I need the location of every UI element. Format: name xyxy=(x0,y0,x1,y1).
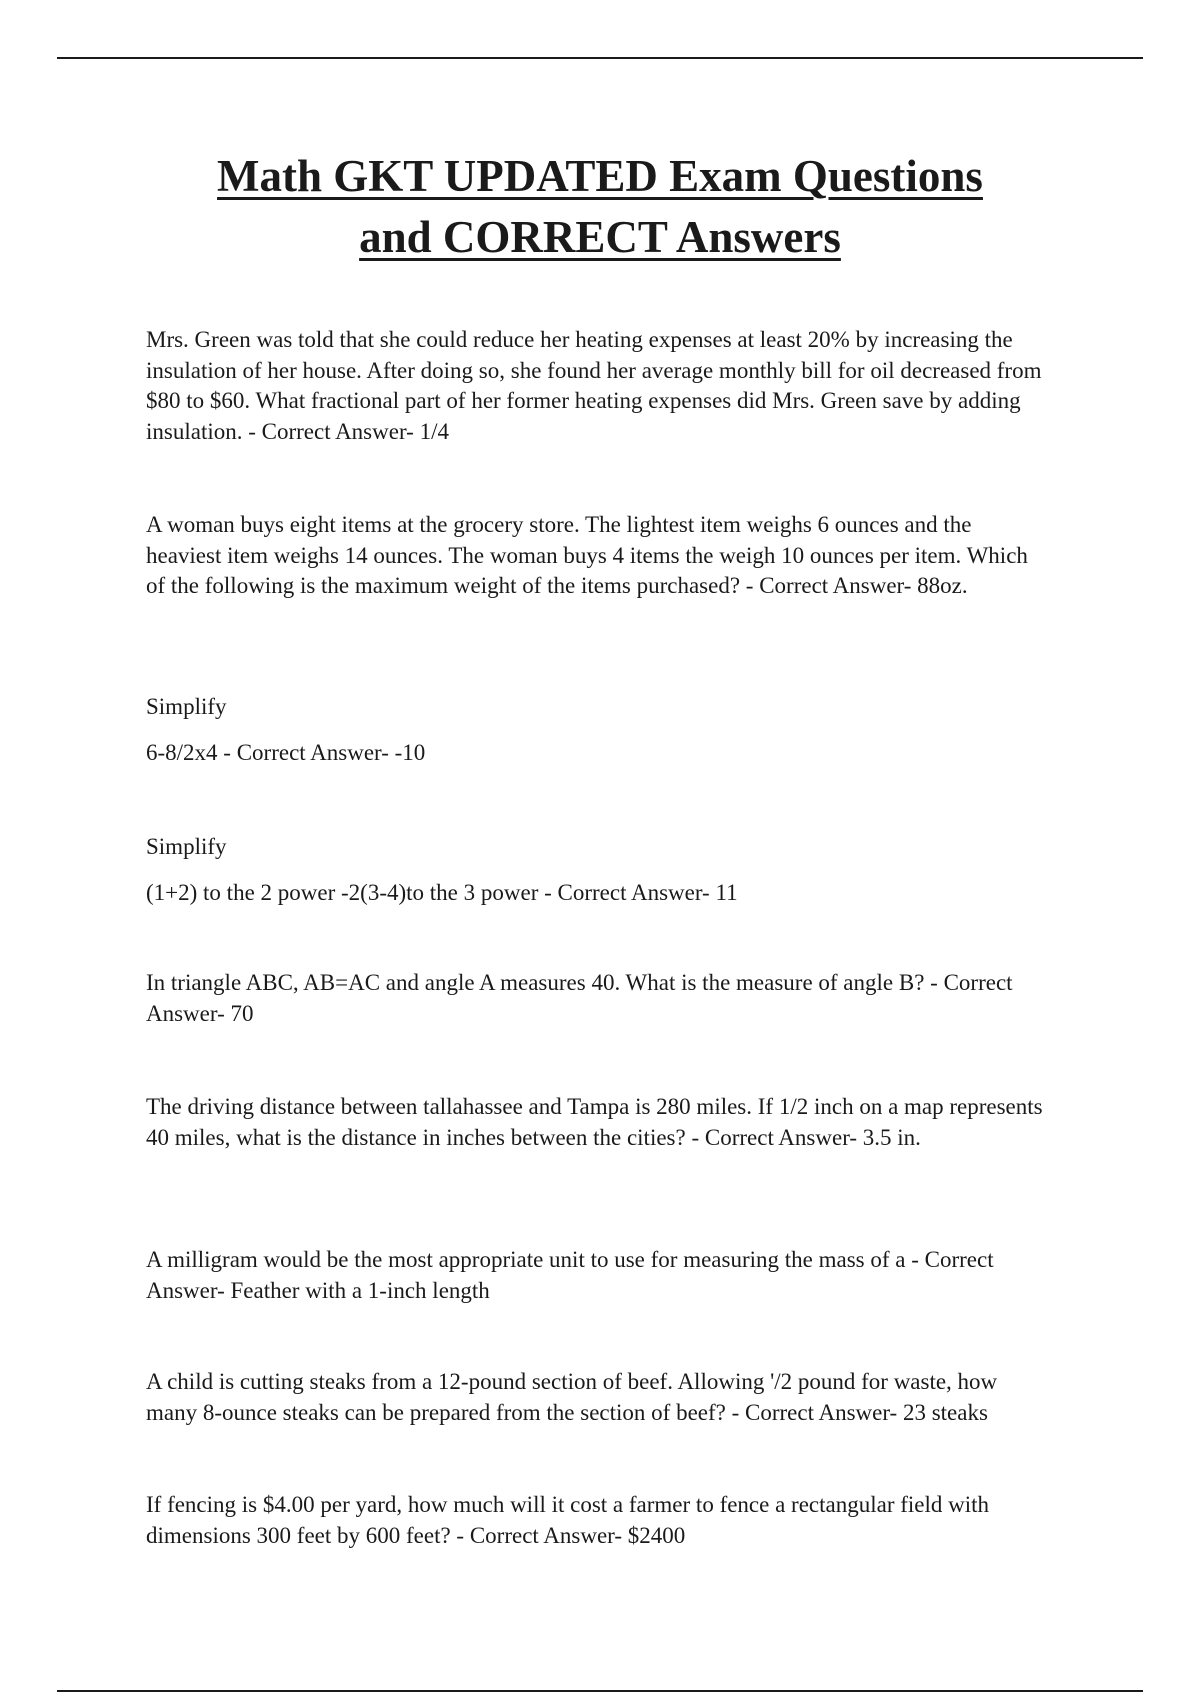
question-block-5 xyxy=(146,968,1046,1029)
question-block-4 xyxy=(146,832,1046,908)
question-text: Mrs. Green was told that she could reduce her heating expenses at least 20% by increasing the insulation of her house. After doing so, she found her average monthly bill for oil decreased from $80 to $60. What fractional part of her former heating expenses did Mrs. Green save by adding insulation. - Correct Answer- 1/4 xyxy=(146,327,1042,444)
question-text: A milligram would be the most appropriate unit to use for measuring the mass of a - Correct Answer- Feather with a 1-inch length xyxy=(146,1247,994,1303)
question-block-9 xyxy=(146,1490,1046,1551)
title-line-1: Math GKT UPDATED Exam Questions xyxy=(217,151,983,201)
question-block-6 xyxy=(146,1092,1046,1153)
question-text: A woman buys eight items at the grocery store. The lightest item weighs 6 ounces and the heaviest item weighs 14 ounces. The woman buys 4 items the weigh 10 ounces per item. Which of the following is the maximum weight of the items purchased? - Correct Answer- 88oz. xyxy=(146,512,1028,598)
question-text: The driving distance between tallahassee and Tampa is 280 miles. If 1/2 inch on a map represents 40 miles, what is the distance in inches between the cities? - Correct Answer- 3.5 in. xyxy=(146,1094,1043,1150)
question-text: 6-8/2x4 - Correct Answer- -10 xyxy=(146,739,426,765)
question-block-2 xyxy=(146,510,1046,602)
question-text: A child is cutting steaks from a 12-pound section of beef. Allowing '/2 pound for waste, how many 8-ounce steaks can be prepared from the section of beef? - Correct Answer- 23 steaks xyxy=(146,1369,998,1425)
bottom-rule xyxy=(57,1690,1143,1692)
question-text: (1+2) to the 2 power -2(3-4)to the 3 power - Correct Answer- 11 xyxy=(146,879,738,905)
question-block-8 xyxy=(146,1367,1046,1428)
question-prompt: Simplify xyxy=(146,694,227,719)
document-title xyxy=(100,146,1100,268)
question-block-3 xyxy=(146,692,1046,768)
question-text: In triangle ABC, AB=AC and angle A measures 40. What is the measure of angle B? - Correct Answer- 70 xyxy=(146,970,1013,1026)
question-block-1 xyxy=(146,325,1046,447)
question-block-7 xyxy=(146,1245,1046,1306)
question-text: If fencing is $4.00 per yard, how much will it cost a farmer to fence a rectangular field with dimensions 300 feet by 600 feet? - Correct Answer- $2400 xyxy=(146,1492,990,1548)
title-line-2: and CORRECT Answers xyxy=(359,212,841,262)
top-rule xyxy=(57,57,1143,59)
question-prompt: Simplify xyxy=(146,834,227,859)
